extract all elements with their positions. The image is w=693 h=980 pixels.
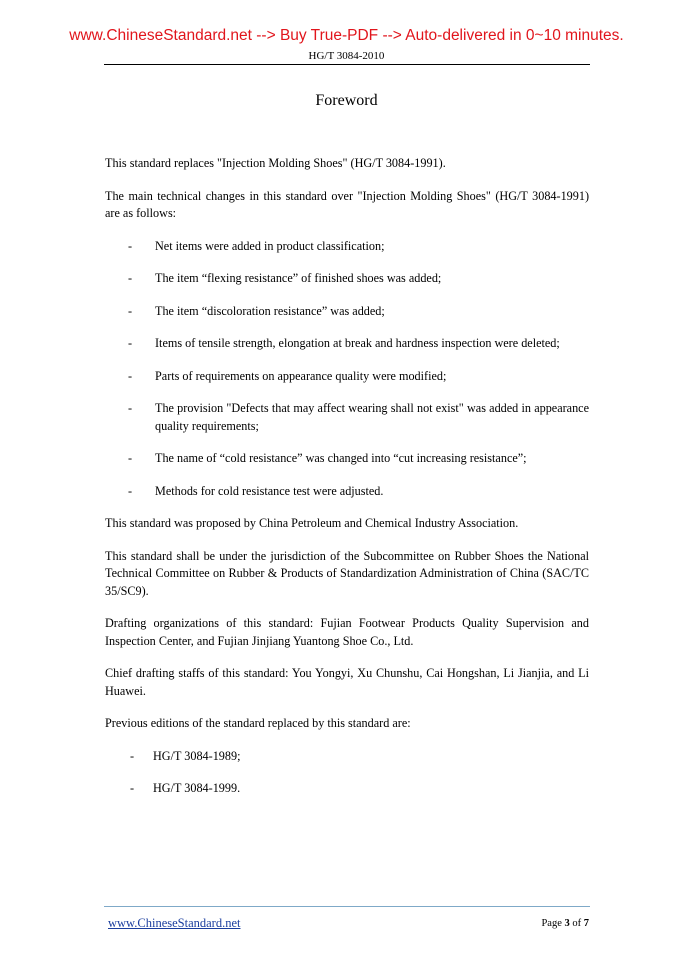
list-item (105, 335, 589, 353)
bullet-dash: - (128, 238, 133, 253)
bullet-dash: - (128, 401, 133, 415)
page-current: 3 (564, 918, 570, 929)
list-item-text: The provision "Defects that may affect wearing shall not exist" was added in appearance quality requirements; (155, 401, 589, 433)
drafting-staff-paragraph: Chief drafting staffs of this standard: You Yongyi, Xu Chunshu, Cai Hongshan, Li Jianjia, and Li Huawei. (105, 666, 589, 698)
list-item-text: Items of tensile strength, elongation at break and hardness inspection were deleted; (155, 336, 560, 350)
list-item-text: HG/T 3084-1989; (153, 748, 241, 763)
list-item (105, 238, 589, 256)
page-of: of (569, 918, 584, 929)
bullet-dash: - (128, 483, 133, 498)
bullet-dash: - (130, 748, 135, 763)
list-item (105, 400, 589, 435)
bullet-dash: - (128, 451, 133, 465)
footer-divider (104, 906, 590, 907)
list-item (105, 483, 589, 501)
document-id: HG/T 3084-2010 (308, 50, 385, 62)
page-prefix: Page (541, 918, 565, 929)
list-item (105, 303, 589, 321)
list-item-text: The item “flexing resistance” of finished shoes was added; (155, 271, 442, 285)
list-item-text: Parts of requirements on appearance quality were modified; (155, 368, 447, 383)
list-item (105, 368, 589, 386)
header-divider (104, 64, 590, 65)
page-indicator (541, 918, 589, 929)
list-item-text: Methods for cold resistance test were adjusted. (155, 483, 384, 498)
list-item (105, 780, 589, 798)
list-item (105, 748, 589, 766)
page-total: 7 (583, 918, 589, 929)
bullet-dash: - (128, 336, 133, 350)
proposed-paragraph: This standard was proposed by China Petroleum and Chemical Industry Association. (105, 516, 519, 530)
changes-intro-paragraph: The main technical changes in this standard over "Injection Molding Shoes" (HG/T 3084-1991) are as follows: (105, 188, 589, 220)
previous-editions-paragraph: Previous editions of the standard replaced by this standard are: (105, 716, 411, 730)
document-body (105, 155, 589, 813)
bullet-dash: - (128, 303, 133, 318)
drafting-orgs-paragraph: Drafting organizations of this standard: Fujian Footwear Products Quality Supervision and Inspection Center, and Fujian Jinjiang Yuantong Shoe Co., Ltd. (105, 616, 589, 648)
list-item-text: Net items were added in product classification; (155, 238, 385, 253)
list-item (105, 450, 589, 468)
bullet-dash: - (128, 271, 133, 285)
jurisdiction-paragraph: This standard shall be under the jurisdiction of the Subcommittee on Rubber Shoes the National Technical Committee on Rubber & Products of Standardization Administration of China (SAC/TC 35/SC9). (105, 548, 589, 598)
list-item-text: The item “discoloration resistance” was added; (155, 303, 385, 318)
page-title: Foreword (315, 92, 378, 109)
changes-list (105, 238, 589, 501)
bullet-dash: - (130, 781, 135, 795)
previous-editions-list (105, 748, 589, 798)
list-item-text: HG/T 3084-1999. (153, 781, 241, 795)
list-item-text: The name of “cold resistance” was changed into “cut increasing resistance”; (155, 451, 527, 465)
bullet-dash: - (128, 368, 133, 383)
promo-banner-link[interactable]: www.ChineseStandard.net --> Buy True-PDF --> Auto-delivered in 0~10 minutes. (69, 27, 624, 44)
intro-paragraph: This standard replaces "Injection Molding Shoes" (HG/T 3084-1991). (105, 156, 446, 170)
list-item (105, 270, 589, 288)
footer-website-link[interactable]: www.ChineseStandard.net (108, 916, 241, 930)
